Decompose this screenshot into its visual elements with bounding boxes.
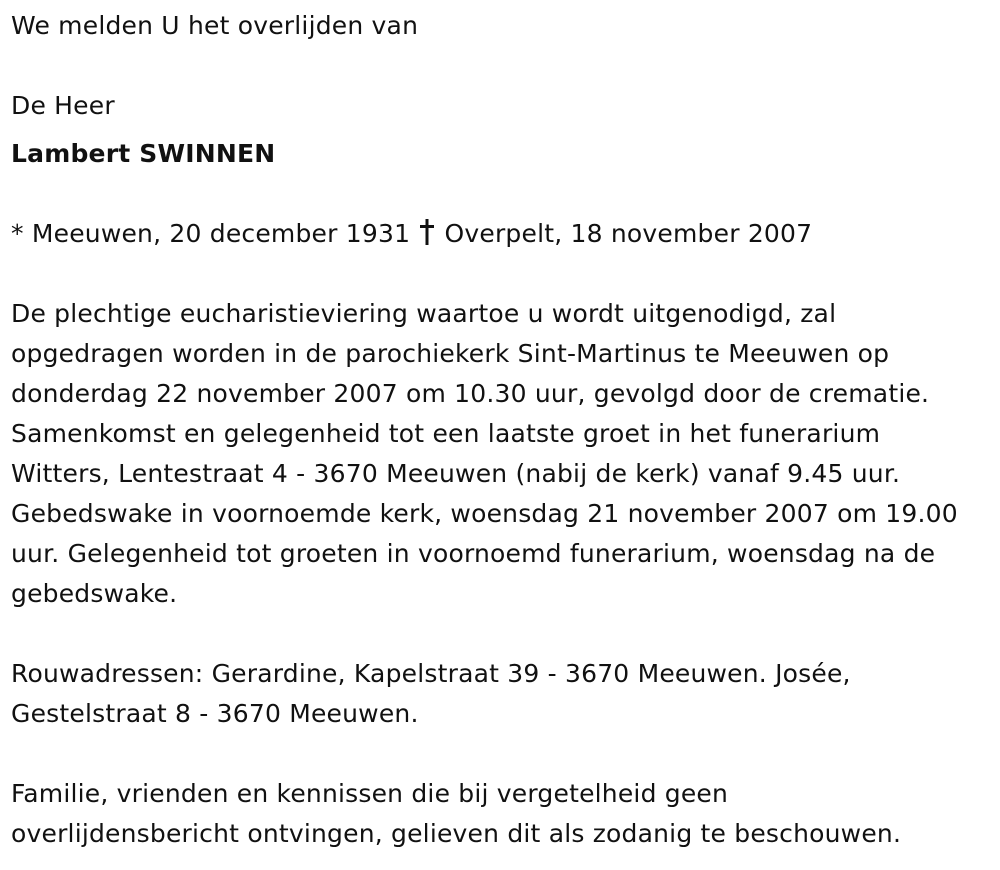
death-info: Overpelt, 18 november 2007 (444, 219, 813, 248)
deceased-name: Lambert SWINNEN (11, 139, 276, 168)
latin-cross-icon (420, 219, 434, 245)
ceremony-line: gebedswake. (11, 579, 178, 608)
ceremony-line: Gebedswake in voornoemde kerk, woensdag 21 november 2007 om 19.00 (11, 499, 958, 528)
life-dates (11, 214, 812, 254)
ceremony-line: uur. Gelegenheid tot groeten in voornoemd funerarium, woensdag na de (11, 539, 936, 568)
ceremony-line: Samenkomst en gelegenheid tot een laatste groet in het funerarium (11, 419, 881, 448)
ceremony-line: Witters, Lentestraat 4 - 3670 Meeuwen (nabij de kerk) vanaf 9.45 uur. (11, 459, 901, 488)
ceremony-line: donderdag 22 november 2007 om 10.30 uur, gevolgd door de crematie. (11, 379, 930, 408)
birth-info: * Meeuwen, 20 december 1931 (11, 219, 411, 248)
address-line: Rouwadressen: Gerardine, Kapelstraat 39 - 3670 Meeuwen. Josée, (11, 659, 851, 688)
honorific: De Heer (11, 91, 115, 120)
intro-line: We melden U het overlijden van (11, 11, 419, 40)
ceremony-line: opgedragen worden in de parochiekerk Sint-Martinus te Meeuwen op (11, 339, 890, 368)
closing-line: overlijdensbericht ontvingen, gelieven dit als zodanig te beschouwen. (11, 819, 902, 848)
closing-line: Familie, vrienden en kennissen die bij vergetelheid geen (11, 779, 729, 808)
address-line: Gestelstraat 8 - 3670 Meeuwen. (11, 699, 419, 728)
ceremony-line: De plechtige eucharistieviering waartoe u wordt uitgenodigd, zal (11, 299, 837, 328)
